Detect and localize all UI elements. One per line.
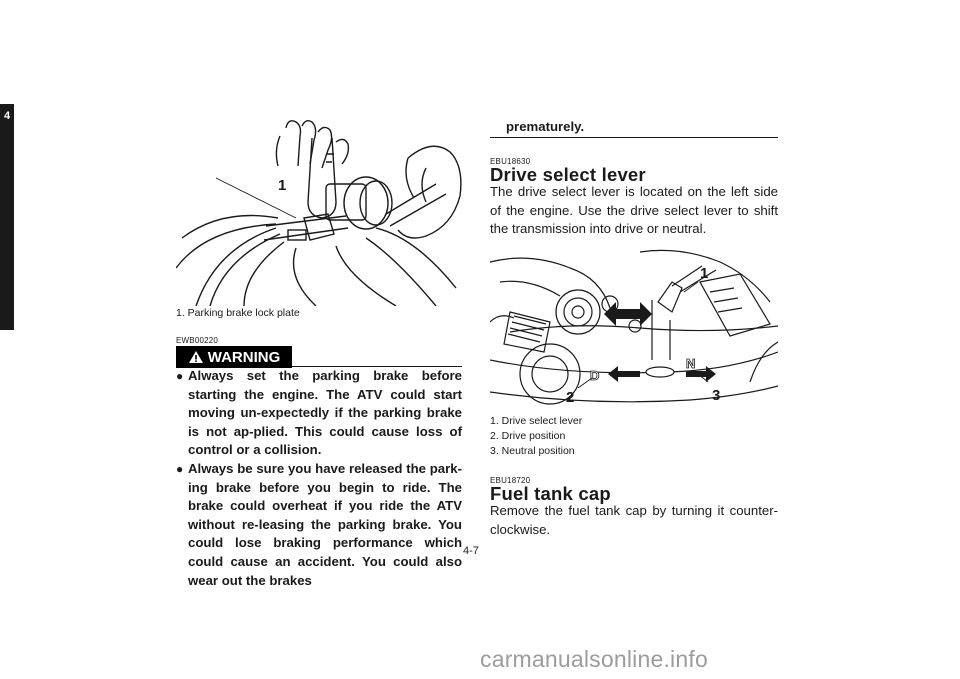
warning-badge: [176, 346, 292, 368]
figure2-captions: [490, 414, 582, 459]
neutral-letter-n: N: [686, 356, 696, 371]
figure2-callout-2: 2: [566, 389, 575, 406]
warning-label: WARNING: [207, 348, 281, 366]
drive-select-lever-illustration: [490, 242, 778, 410]
section1-title: Drive select lever: [490, 164, 646, 185]
section-rule: [490, 137, 778, 138]
warning-triangle-icon: [188, 350, 204, 364]
figure1-caption: [176, 306, 300, 321]
figure2-callout-1: 1: [700, 265, 709, 282]
warning-item: ● Always be sure you have released the park-ing brake before you begin to ride. The brake could overheat if you ride the ATV without re-leasing the parking brake. You could lose braking performance which could cause an accident. You could also wear out the brakes: [176, 460, 462, 590]
warning-list: [176, 367, 462, 590]
section1-code: EBU18630: [490, 157, 531, 166]
figure2-callout-3: 3: [712, 387, 721, 404]
continued-text: prematurely.: [506, 119, 585, 134]
section1-body: The drive select lever is located on the left side of the engine. Use the drive select lever to shift the transmission into drive or neutral.: [490, 184, 778, 237]
chapter-tab: [0, 104, 14, 330]
page-number: 4-7: [463, 545, 479, 557]
warning-item: ● Always set the parking brake before starting the engine. The ATV could start moving un-expectedly if the parking brake is not ap-plied. This could cause loss of control or a collision.: [176, 367, 462, 460]
section2-code: EBU18720: [490, 476, 531, 485]
figure1-callout-1: 1: [278, 177, 287, 194]
warning-code: EWB00220: [176, 336, 219, 345]
parking-brake-illustration: [176, 118, 464, 306]
watermark[interactable]: carmanualsonline.info: [480, 646, 708, 672]
figure2-caption-3: 3. Neutral position: [490, 445, 575, 457]
figure2-caption-2: 2. Drive position: [490, 430, 566, 442]
figure1-caption-1: 1. Parking brake lock plate: [176, 307, 300, 319]
section2-body: Remove the fuel tank cap by turning it counter-clockwise.: [490, 503, 778, 537]
chapter-tab-number: 4: [3, 110, 11, 122]
drive-letter-d: D: [590, 368, 600, 383]
section2-title: Fuel tank cap: [490, 483, 611, 504]
figure2-caption-1: 1. Drive select lever: [490, 415, 583, 427]
